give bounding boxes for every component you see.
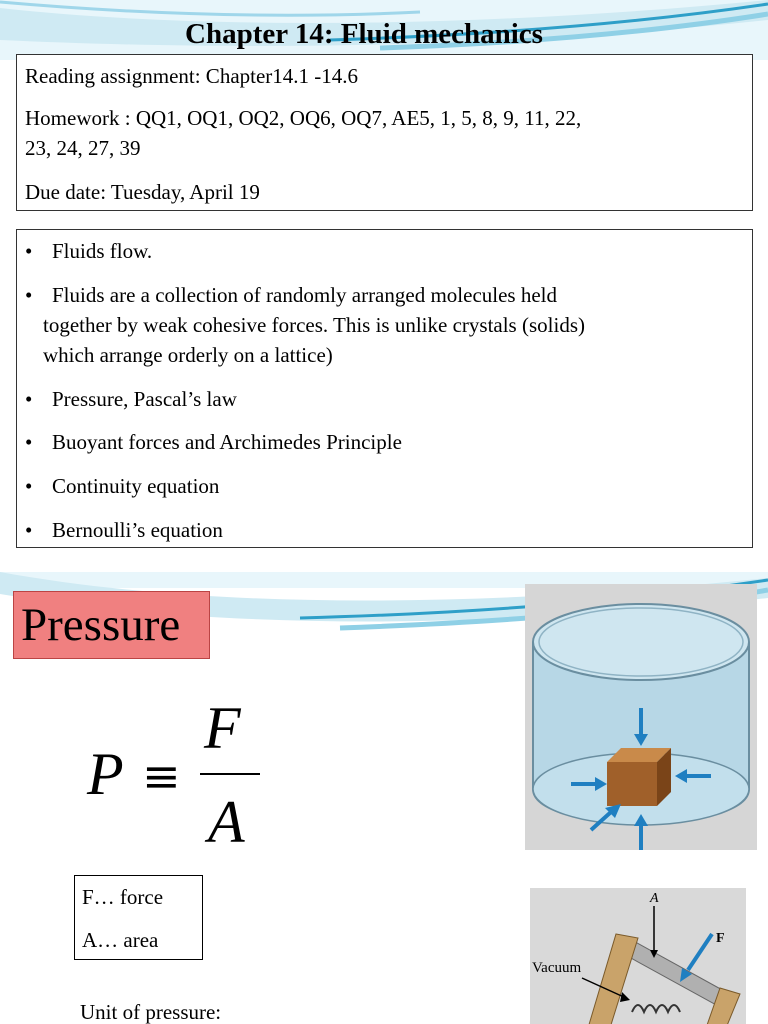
slide-2: [0, 572, 768, 1024]
pressure-formula: [82, 692, 282, 852]
list-item: [25, 427, 744, 457]
legend-force: F… force: [82, 885, 164, 909]
list-item: [25, 471, 744, 501]
topics-box: [16, 229, 753, 548]
list-item: [25, 515, 744, 545]
due-date: Due date: Tuesday, April 19: [25, 180, 260, 204]
formula-lhs: P: [87, 741, 124, 807]
bullet-text: Fluids flow.: [52, 239, 153, 263]
reading-assignment: Reading assignment: Chapter14.1 -14.6: [25, 64, 359, 88]
formula-equiv: ≡: [142, 749, 181, 803]
bullet-icon: •: [25, 283, 33, 307]
unit-of-pressure-label: Unit of pressure:: [80, 1000, 222, 1024]
bullet-icon: •: [25, 239, 33, 263]
vacuum-label: Vacuum: [532, 960, 582, 976]
force-label: F: [716, 931, 725, 946]
section-title: Pressure: [13, 591, 210, 659]
list-item: [25, 280, 744, 310]
bullet-icon: •: [25, 430, 33, 454]
homework-line-1: Homework : QQ1, OQ1, OQ2, OQ6, OQ7, AE5, 1, 5, 8, 9, 11, 22,: [25, 106, 582, 130]
bullet-text: Pressure, Pascal’s law: [52, 387, 237, 411]
formula-denominator: A: [208, 789, 245, 852]
bullet-text: Bernoulli’s equation: [52, 518, 223, 542]
assignment-box: [16, 54, 753, 211]
bullet-text: Continuity equation: [52, 474, 220, 498]
bullet-icon: •: [25, 518, 33, 542]
bullet-text: which arrange orderly on a lattice): [43, 343, 333, 367]
legend-box: [74, 875, 203, 960]
list-item: [25, 384, 744, 414]
vacuum-spring-figure: [530, 888, 746, 1024]
slide-title: Chapter 14: Fluid mechanics: [185, 18, 543, 50]
formula-numerator: F: [204, 695, 241, 761]
homework-line-2: 23, 24, 27, 39: [25, 136, 141, 160]
bullet-text: together by weak cohesive forces. This is unlike crystals (solids): [43, 313, 585, 337]
slide-separator: [0, 560, 768, 572]
list-item-continuation: [25, 310, 744, 340]
legend-area: A… area: [82, 928, 159, 952]
bullet-text: Fluids are a collection of randomly arranged molecules held: [52, 283, 557, 307]
cube-in-fluid-figure: [525, 584, 757, 850]
bullet-icon: •: [25, 474, 33, 498]
area-label: A: [650, 891, 659, 906]
list-item-continuation: [25, 340, 744, 370]
list-item: [25, 236, 744, 266]
bullet-icon: •: [25, 387, 33, 411]
bullet-text: Buoyant forces and Archimedes Principle: [52, 430, 402, 454]
